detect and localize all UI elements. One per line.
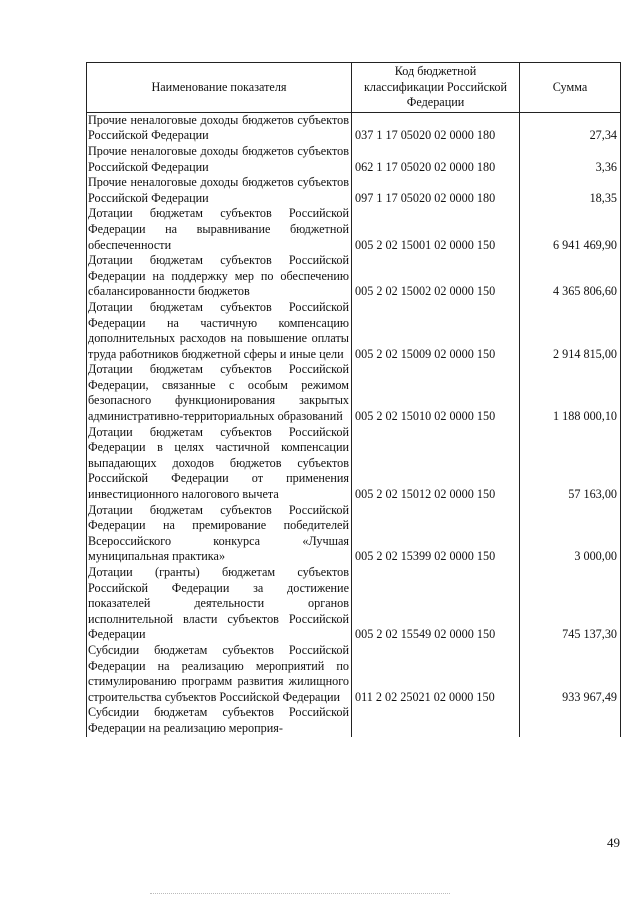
budget-table	[86, 62, 621, 737]
row-sum	[520, 705, 621, 736]
row-sum: 745 137,30	[520, 565, 621, 643]
row-sum: 933 967,49	[520, 643, 621, 705]
row-code: 005 2 02 15002 02 0000 150	[352, 253, 520, 300]
row-name: Дотации (гранты) бюджетам субъектов Российской Федерации за достижение показателей деятельности органов исполнительной власти субъектов Российской Федерации	[87, 565, 352, 643]
row-code: 005 2 02 15399 02 0000 150	[352, 503, 520, 565]
header-name: Наименование показателя	[87, 63, 352, 113]
row-code: 011 2 02 25021 02 0000 150	[352, 643, 520, 705]
table-row	[87, 253, 621, 300]
row-name: Прочие неналоговые доходы бюджетов субъектов Российской Федерации	[87, 144, 352, 175]
row-code: 037 1 17 05020 02 0000 180	[352, 112, 520, 144]
table-row	[87, 206, 621, 253]
table-header-row	[87, 63, 621, 113]
table-row	[87, 565, 621, 643]
row-name: Субсидии бюджетам субъектов Российской Федерации на реализацию мероприя-	[87, 705, 352, 736]
table-row	[87, 112, 621, 144]
table-row	[87, 362, 621, 424]
row-sum: 4 365 806,60	[520, 253, 621, 300]
page-number: 49	[607, 835, 620, 850]
table-row	[87, 144, 621, 175]
row-code: 097 1 17 05020 02 0000 180	[352, 175, 520, 206]
row-name: Дотации бюджетам субъектов Российской Федерации на поддержку мер по обеспечению сбалансированности бюджетов	[87, 253, 352, 300]
row-code: 005 2 02 15001 02 0000 150	[352, 206, 520, 253]
row-code: 005 2 02 15010 02 0000 150	[352, 362, 520, 424]
row-sum: 3,36	[520, 144, 621, 175]
row-sum: 57 163,00	[520, 425, 621, 503]
row-name: Дотации бюджетам субъектов Российской Федерации на выравнивание бюджетной обеспеченности	[87, 206, 352, 253]
row-sum: 6 941 469,90	[520, 206, 621, 253]
row-code: 005 2 02 15009 02 0000 150	[352, 300, 520, 362]
row-code: 005 2 02 15549 02 0000 150	[352, 565, 520, 643]
row-name: Прочие неналоговые доходы бюджетов субъектов Российской Федерации	[87, 175, 352, 206]
row-sum: 18,35	[520, 175, 621, 206]
row-sum: 2 914 815,00	[520, 300, 621, 362]
row-name: Дотации бюджетам субъектов Российской Федерации на премирование победителей Всероссийского конкурса «Лучшая муниципальная практика»	[87, 503, 352, 565]
row-name: Дотации бюджетам субъектов Российской Федерации, связанные с особым режимом безопасного функционирования закрытых административно-территориальных образований	[87, 362, 352, 424]
table-row	[87, 503, 621, 565]
row-sum: 3 000,00	[520, 503, 621, 565]
table-row	[87, 175, 621, 206]
row-name: Дотации бюджетам субъектов Российской Федерации в целях частичной компенсации выпадающих доходов бюджетов субъектов Российской Федерации от применения инвестиционного налогового вычета	[87, 425, 352, 503]
row-name: Прочие неналоговые доходы бюджетов субъектов Российской Федерации	[87, 112, 352, 144]
table-row	[87, 425, 621, 503]
table-row	[87, 643, 621, 705]
row-sum: 27,34	[520, 112, 621, 144]
row-name: Субсидии бюджетам субъектов Российской Федерации на реализацию мероприятий по стимулированию программ развития жилищного строительства субъектов Российской Федерации	[87, 643, 352, 705]
header-sum: Сумма	[520, 63, 621, 113]
header-code: Код бюджетной классификации Российской Федерации	[352, 63, 520, 113]
table-row	[87, 300, 621, 362]
row-name: Дотации бюджетам субъектов Российской Федерации на частичную компенсацию дополнительных расходов на повышение оплаты труда работников бюджетной сферы и иные цели	[87, 300, 352, 362]
table-row	[87, 705, 621, 736]
row-code	[352, 705, 520, 736]
scan-artifact-line	[150, 893, 450, 895]
row-sum: 1 188 000,10	[520, 362, 621, 424]
row-code: 005 2 02 15012 02 0000 150	[352, 425, 520, 503]
row-code: 062 1 17 05020 02 0000 180	[352, 144, 520, 175]
